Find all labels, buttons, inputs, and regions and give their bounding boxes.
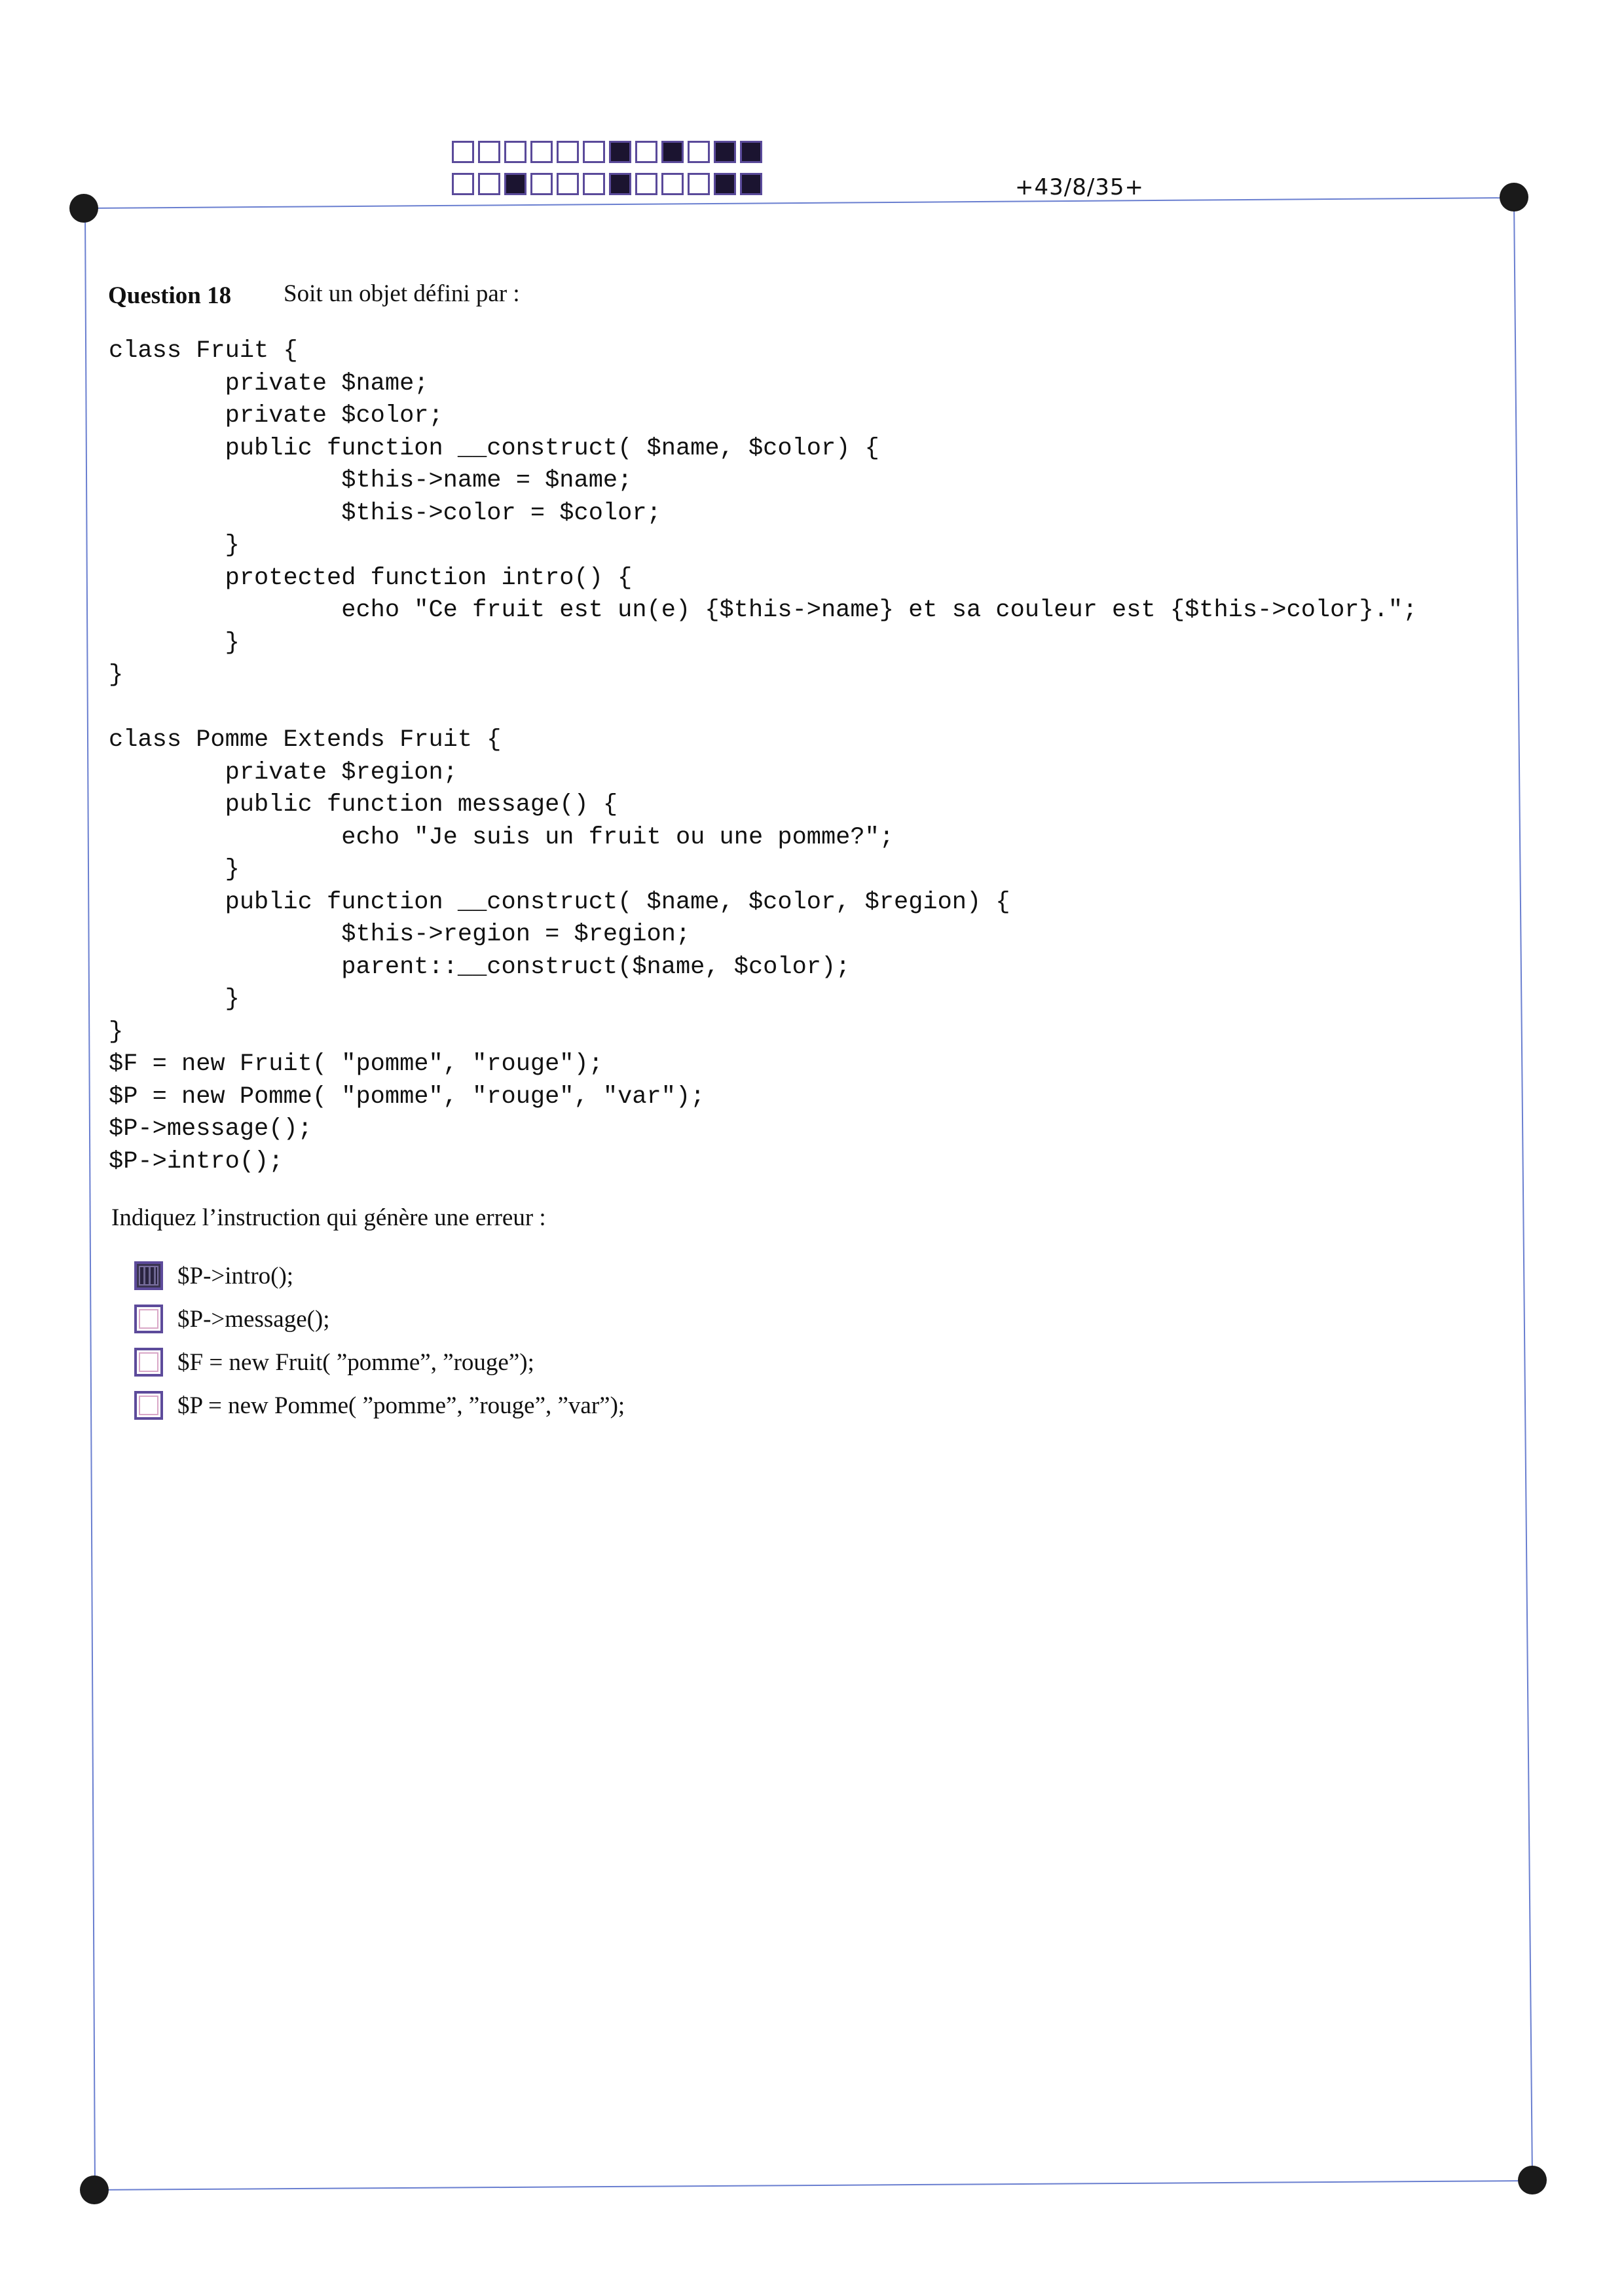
id-code-box — [478, 141, 500, 163]
id-code-box — [504, 141, 526, 163]
answer-option-4[interactable] — [134, 1384, 625, 1427]
id-code-box — [688, 173, 710, 195]
registration-mark-bottom-left — [80, 2176, 109, 2204]
page-id-code: +43/8/35+ — [1015, 174, 1145, 200]
id-code-box — [714, 141, 736, 163]
id-code-box — [635, 141, 657, 163]
registration-mark-top-left — [69, 194, 98, 223]
id-code-box — [557, 141, 579, 163]
question-label: Question 18 — [108, 282, 232, 309]
answer-text-1: $P->intro(); — [177, 1262, 294, 1289]
id-code-box — [714, 173, 736, 195]
id-code-box — [583, 173, 605, 195]
answer-list — [134, 1254, 625, 1427]
id-code-box — [478, 173, 500, 195]
id-code-box — [688, 141, 710, 163]
question-intro: Soit un objet défini par : — [284, 280, 520, 307]
id-code-box — [740, 141, 762, 163]
answer-option-2[interactable] — [134, 1297, 625, 1341]
code-listing: class Fruit { private $name; private $color; public function __construct( $name, $color) { $this->name = $name; $this->color = $color; } protected function intro() { echo "Ce fruit est un(e) {$this->name} et sa couleur est {$this->color}."; } } class Pomme Extends Fruit { private $region; public function message() { echo "Je suis un fruit ou une pomme?"; } public function __construct( $name, $color, $region) { $this->region = $region; parent::__construct($name, $color); } } $F = new Fruit( "pomme", "rouge"); $P = new Pomme( "pomme", "rouge", "var"); $P->message(); $P->intro(); — [109, 337, 1418, 1176]
answer-checkbox-4[interactable] — [134, 1391, 163, 1420]
id-code-box — [504, 173, 526, 195]
id-code-box — [635, 173, 657, 195]
answer-option-1[interactable] — [134, 1254, 625, 1297]
answer-text-2: $P->message(); — [177, 1305, 330, 1333]
id-code-box — [740, 173, 762, 195]
answer-checkbox-1[interactable] — [134, 1261, 163, 1290]
answer-checkbox-3[interactable] — [134, 1348, 163, 1377]
id-code-box — [452, 141, 474, 163]
answer-option-3[interactable] — [134, 1341, 625, 1384]
id-code-boxes-row-2 — [452, 173, 766, 195]
registration-mark-bottom-right — [1518, 2166, 1547, 2194]
answer-text-3: $F = new Fruit( ”pomme”, ”rouge”); — [177, 1348, 534, 1376]
id-code-box — [609, 173, 631, 195]
answer-text-4: $P = new Pomme( ”pomme”, ”rouge”, ”var”); — [177, 1392, 625, 1419]
id-code-box — [609, 141, 631, 163]
id-code-box — [661, 173, 684, 195]
id-code-boxes-row-1 — [452, 141, 766, 163]
id-code-box — [661, 141, 684, 163]
id-code-box — [583, 141, 605, 163]
question-prompt: Indiquez l’instruction qui génère une erreur : — [111, 1204, 546, 1231]
id-code-box — [530, 141, 553, 163]
id-code-box — [452, 173, 474, 195]
id-code-box — [557, 173, 579, 195]
answer-checkbox-2[interactable] — [134, 1305, 163, 1333]
id-code-box — [530, 173, 553, 195]
registration-mark-top-right — [1500, 183, 1528, 212]
